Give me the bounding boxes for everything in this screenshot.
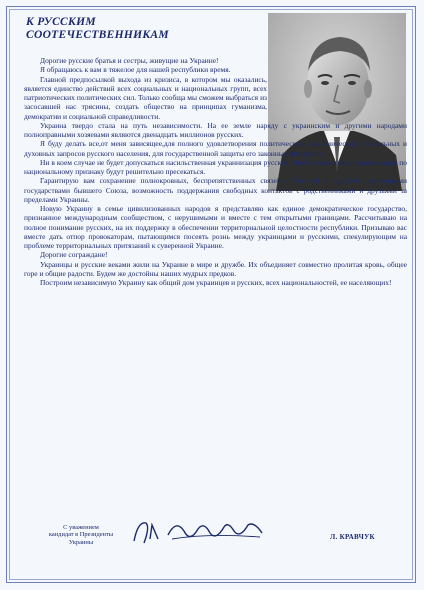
letter-body	[24, 56, 407, 287]
signer-name: Л. КРАВЧУК	[330, 533, 375, 541]
paragraph-dear-citizens: Дорогие сограждане!	[40, 250, 108, 260]
heading-line-2: СООТЕЧЕСТВЕННИКАМ	[26, 29, 169, 41]
closing-line-2: кандидат в Президенты	[48, 531, 114, 539]
closing-line-3: Украины	[68, 538, 94, 546]
paragraph-greeting: Дорогие русские братья и сестры, живущие на Украине!	[40, 56, 219, 65]
closing-line-1: С уважением	[63, 524, 99, 531]
paragraph-friendship: Украинцы и русские веками жили на Украине в мире и дружбе. Их объединяет совместно пролитая кровь, общее горе и общие радости. Будем же достойны наших мудрых предков.	[24, 259, 407, 278]
paragraph-ties: Гарантирую вам сохранение полнокровных, беспрепятственных связей с Россией и другими суверенными государствами бывшего Союза, возможность поддержания свободных контактов с родственниками и друзьями за пределами Украины.	[24, 176, 407, 204]
leaflet-heading	[26, 16, 246, 42]
paragraph-unity: Главной предпосылкой выхода из кризиса, в котором мы оказались, является единство действий всех социальных и национальных групп, всех патриотических политических сил. Только сообща мы сможем выбраться из засосавшей нас трясины, создать общество на принципах гуманизма, демократии и социальной справедливости.	[24, 74, 267, 121]
paragraph-new-ukraine: Новую Украину в семье цивилизованных народов я представляю как единое демократическое государство, признанное международным сообществом, с нерушимыми и вместе с тем открытыми границами. Рассчитываю на полное понимание русских, на их поддержку в обеспечении территориальной целостности республики. Призываю вас вместе дать отпор провокаторам, пытающимся посеять рознь между украинцами и русскими, спекулирующим на проблеме территориальных притязаний к суверенной Украине.	[24, 204, 407, 250]
heading-line-1: К РУССКИМ	[26, 16, 96, 28]
paragraph-appeal: Я обращаюсь к вам в тяжелое для нашей республики время.	[40, 65, 231, 75]
paragraph-independence: Украина твердо стала на путь независимости. На ее земле наряду с украинским и другими народами полноправными хозяевами являются двенадцать миллионов русских.	[24, 120, 407, 139]
paragraph-no-discrimination: Ни в коем случае не будет допускаться насильственная украинизация русских. Любые попытки дискриминации по национальному признаку будут решительно пресекаться.	[24, 157, 407, 176]
handwritten-signature	[128, 513, 278, 549]
closing-block	[26, 524, 136, 546]
paragraph-interests: Я буду делать все,от меня зависящее,для полного удовлетворения политических, экономических, социальных и духовных запросов русского населения, для государственной защиты его законных интересов.	[24, 139, 407, 158]
paragraph-common-home: Построим независимую Украину как общий дом украинцев и русских, всех национальностей, ее населяющих!	[40, 278, 392, 287]
